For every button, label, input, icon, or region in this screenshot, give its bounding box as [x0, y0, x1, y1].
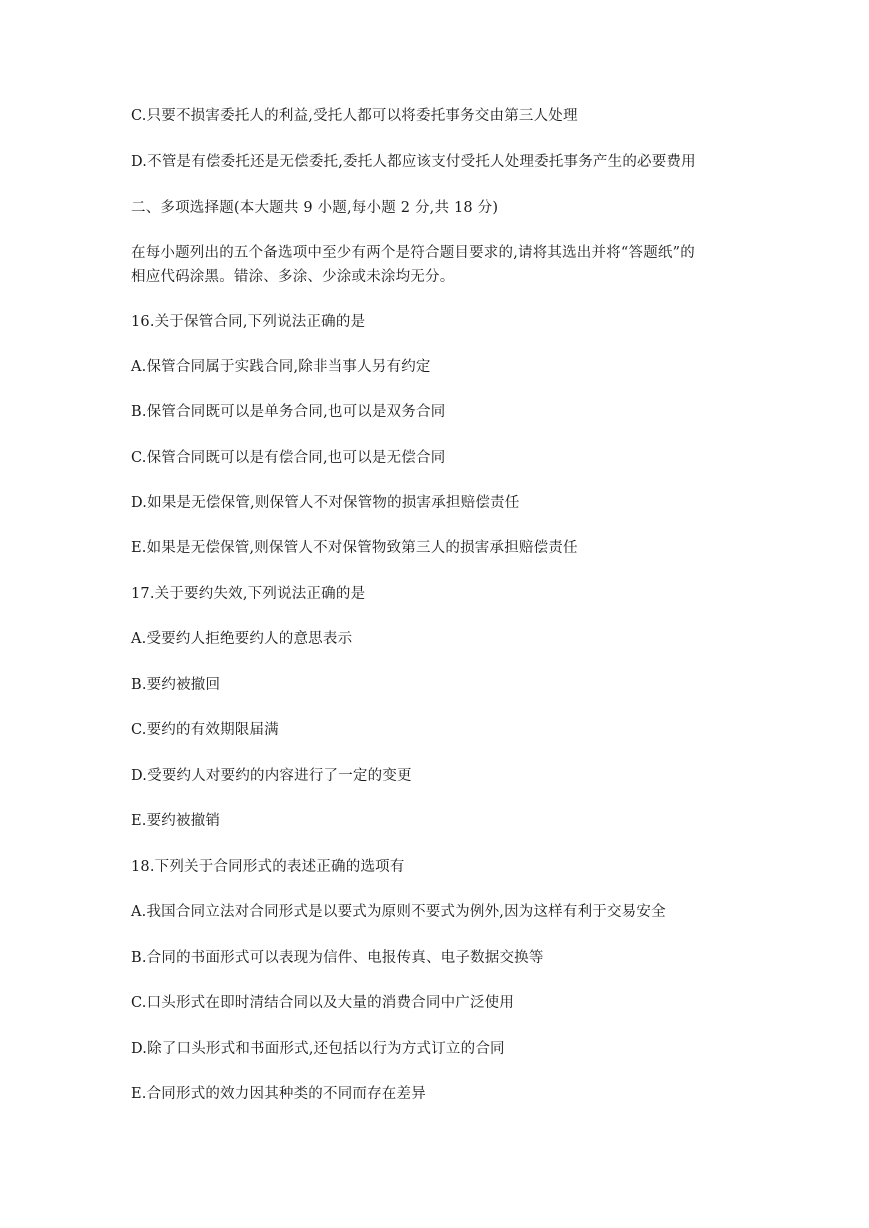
option-16e: E.如果是无偿保管,则保管人不对保管物致第三人的损害承担赔偿责任: [131, 540, 578, 556]
option-18e: E.合同形式的效力因其种类的不同而存在差异: [131, 1086, 426, 1102]
option-17a: A.受要约人拒绝要约人的意思表示: [131, 631, 353, 647]
instructions-line-2: 相应代码涂黑。错涂、多涂、少涂或未涂均无分。: [131, 269, 455, 285]
question-18: 18.下列关于合同形式的表述正确的选项有: [131, 859, 405, 875]
option-15d: D.不管是有偿委托还是无偿委托,委托人都应该支付受托人处理委托事务产生的必要费用: [131, 154, 696, 170]
option-18c: C.口头形式在即时清结合同以及大量的消费合同中广泛使用: [131, 995, 515, 1011]
question-17: 17.关于要约失效,下列说法正确的是: [131, 586, 366, 602]
option-16c: C.保管合同既可以是有偿合同,也可以是无偿合同: [131, 450, 446, 466]
instructions-line-1: 在每小题列出的五个备选项中至少有两个是符合题目要求的,请将其选出并将“答题纸”的: [131, 245, 695, 261]
option-17e: E.要约被撤销: [131, 813, 221, 829]
option-16b: B.保管合同既可以是单务合同,也可以是双务合同: [131, 404, 446, 420]
option-17c: C.要约的有效期限届满: [131, 722, 279, 738]
option-16a: A.保管合同属于实践合同,除非当事人另有约定: [131, 359, 431, 375]
option-17b: B.要约被撤回: [131, 677, 221, 693]
option-17d: D.受要约人对要约的内容进行了一定的变更: [131, 768, 412, 784]
option-18d: D.除了口头形式和书面形式,还包括以行为方式订立的合同: [131, 1041, 505, 1057]
option-18a: A.我国合同立法对合同形式是以要式为原则不要式为例外,因为这样有利于交易安全: [131, 904, 666, 920]
section-heading: 二、多项选择题(本大题共 9 小题,每小题 2 分,共 18 分): [131, 200, 499, 216]
option-15c: C.只要不损害委托人的利益,受托人都可以将委托事务交由第三人处理: [131, 108, 578, 124]
option-16d: D.如果是无偿保管,则保管人不对保管物的损害承担赔偿责任: [131, 495, 520, 511]
question-16: 16.关于保管合同,下列说法正确的是: [131, 314, 366, 330]
option-18b: B.合同的书面形式可以表现为信件、电报传真、电子数据交换等: [131, 950, 544, 966]
